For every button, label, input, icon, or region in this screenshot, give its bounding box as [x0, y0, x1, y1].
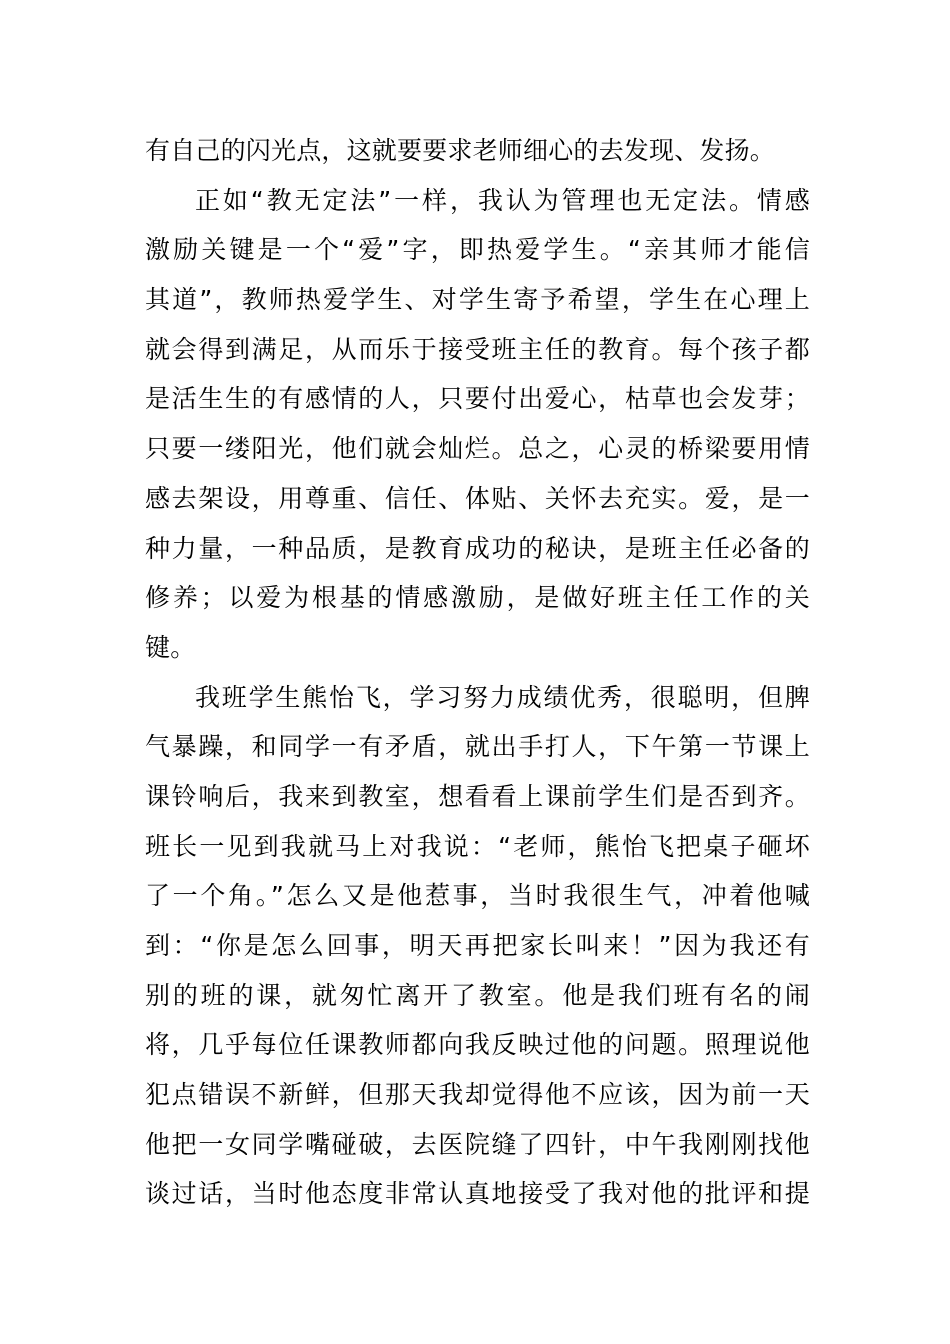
text-line: 有自己的闪光点，这就要要求老师细心的去发现、发扬。: [145, 136, 776, 165]
text-line: 是活生生的有感情的人，只要付出爱心，枯草也会发芽；: [145, 384, 810, 414]
text-line: 修养；以爱为根基的情感激励，是做好班主任工作的关: [145, 583, 810, 613]
text-line: 他把一女同学嘴碰破，去医院缝了四针，中午我刚刚找他: [145, 1129, 810, 1159]
text-line: 就会得到满足，从而乐于接受班主任的教育。每个孩子都: [145, 334, 810, 364]
body-text: [145, 126, 810, 1219]
text-line: 感去架设，用尊重、信任、体贴、关怀去充实。爱，是一: [145, 483, 810, 513]
text-line: 到：“你是怎么回事，明天再把家长叫来！”因为我还有: [145, 931, 810, 960]
text-line: 将，几乎每位任课教师都向我反映过他的问题。照理说他: [145, 1030, 810, 1060]
text-line: 激励关键是一个“爱”字，即热爱学生。“亲其师才能信: [145, 235, 810, 265]
text-line: 气暴躁，和同学一有矛盾，就出手打人，下午第一节课上: [145, 732, 810, 762]
text-line: 别的班的课，就匆忙离开了教室。他是我们班有名的闹: [145, 980, 810, 1010]
text-line: 班长一见到我就马上对我说：“老师，熊怡飞把桌子砸坏: [145, 831, 810, 861]
text-line: 其道”，教师热爱学生、对学生寄予希望，学生在心理上: [145, 285, 810, 315]
text-line: 犯点错误不新鲜，但那天我却觉得他不应该，因为前一天: [145, 1080, 810, 1110]
text-line: 正如“教无定法”一样，我认为管理也无定法。情感: [195, 185, 810, 215]
text-line: 键。: [145, 632, 196, 662]
text-line: 谈过话，当时他态度非常认真地接受了我对他的批评和提: [145, 1179, 810, 1209]
text-line: 种力量，一种品质，是教育成功的秘诀，是班主任必备的: [145, 533, 810, 563]
text-line: 课铃响后，我来到教室，想看看上课前学生们是否到齐。: [145, 781, 810, 811]
text-line: 了一个角。”怎么又是他惹事，当时我很生气，冲着他喊: [145, 881, 810, 911]
text-line: 只要一缕阳光，他们就会灿烂。总之，心灵的桥梁要用情: [145, 434, 810, 464]
text-line: 我班学生熊怡飞，学习努力成绩优秀，很聪明，但脾: [195, 682, 810, 712]
